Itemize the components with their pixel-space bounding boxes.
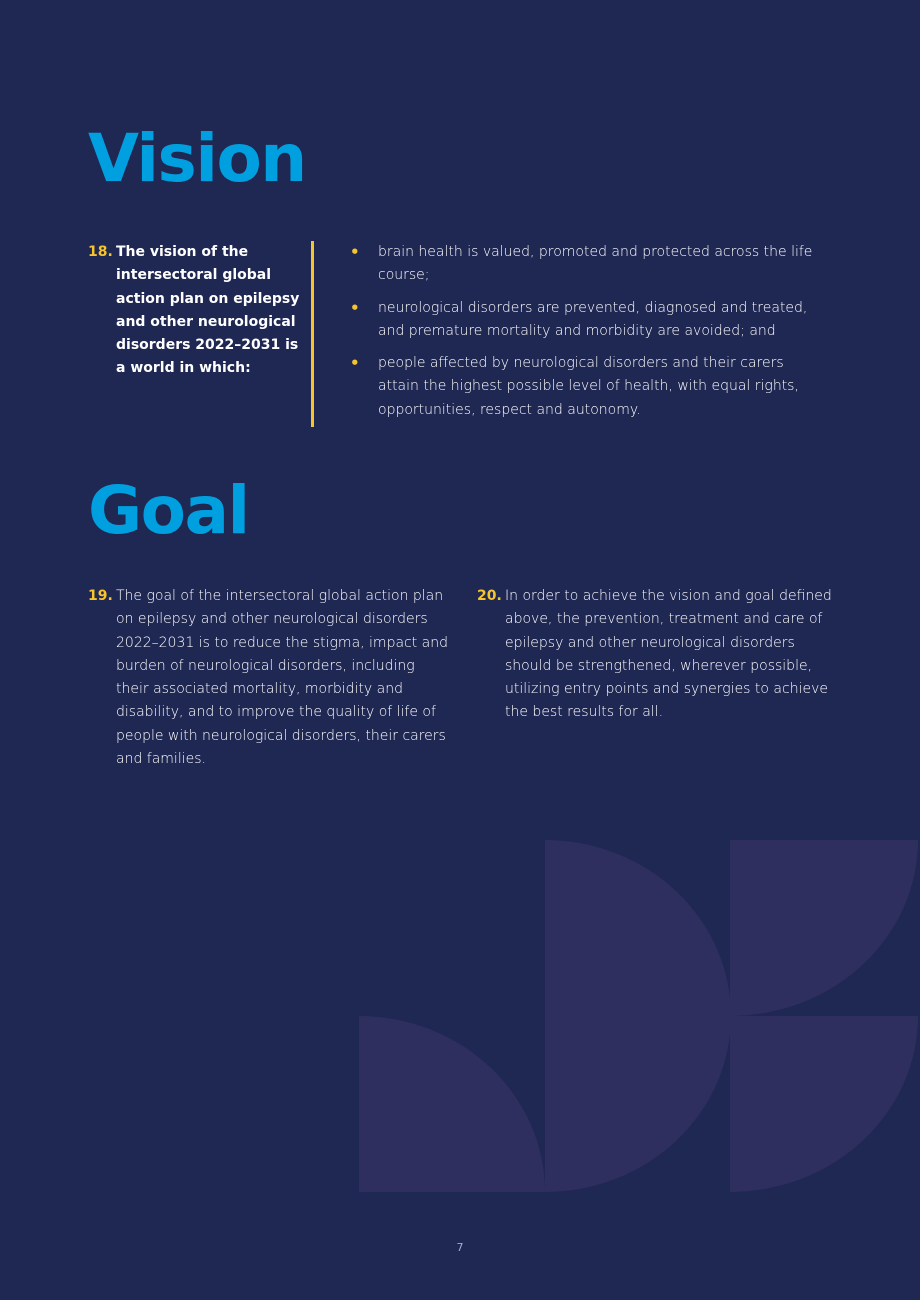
paragraph-number: 20. <box>477 588 502 604</box>
list-item <box>350 297 825 344</box>
quarter-circle-shape <box>359 1016 545 1192</box>
quarter-circle-shape <box>545 840 731 1192</box>
bullet-text: people affected by neurological disorders and their carers attain the highest possible level of health, with equal rights, opportunities, respect and autonomy. <box>378 355 799 418</box>
paragraph-number: 19. <box>88 588 113 604</box>
vision-intro-block <box>88 241 303 381</box>
paragraph-number: 18. <box>88 244 113 260</box>
quarter-circle-shape <box>730 1016 918 1192</box>
bullet-text: neurological disorders are prevented, diagnosed and treated, and premature mortality and morbidity are avoided; and <box>378 299 808 339</box>
vision-intro-text: The vision of the intersectoral global action plan on epilepsy and other neurological disorders 2022–2031 is a world in which: <box>116 244 300 377</box>
page-number: 7 <box>456 1241 464 1254</box>
list-item <box>350 241 825 288</box>
goal-paragraph-19 <box>88 585 448 771</box>
vertical-divider <box>311 241 314 427</box>
bullet-icon: • <box>350 354 360 373</box>
goal-paragraph-text: In order to achieve the vision and goal defined above, the prevention, treatment and care of epilepsy and other neurological disorders should be strengthened, wherever possible, utilizing entry points and synergies to achieve the best results for all. <box>505 588 832 721</box>
vision-bullet-list <box>350 241 825 431</box>
bullet-icon: • <box>350 298 360 317</box>
quarter-circle-shape <box>730 840 918 1016</box>
list-item <box>350 352 825 422</box>
goal-heading: Goal <box>88 472 249 549</box>
goal-paragraph-20 <box>477 585 837 725</box>
bullet-icon: • <box>350 243 360 261</box>
vision-heading: Vision <box>88 120 306 197</box>
bullet-text: brain health is valued, promoted and protected across the life course; <box>378 244 813 284</box>
goal-paragraph-text: The goal of the intersectoral global action plan on epilepsy and other neurological disorders 2022–2031 is to reduce the stigma, impact and burden of neurological disorders, including their associated mortality, morbidity and disability, and to improve the quality of life of people with neurological disorders, their carers and families. <box>116 588 449 768</box>
